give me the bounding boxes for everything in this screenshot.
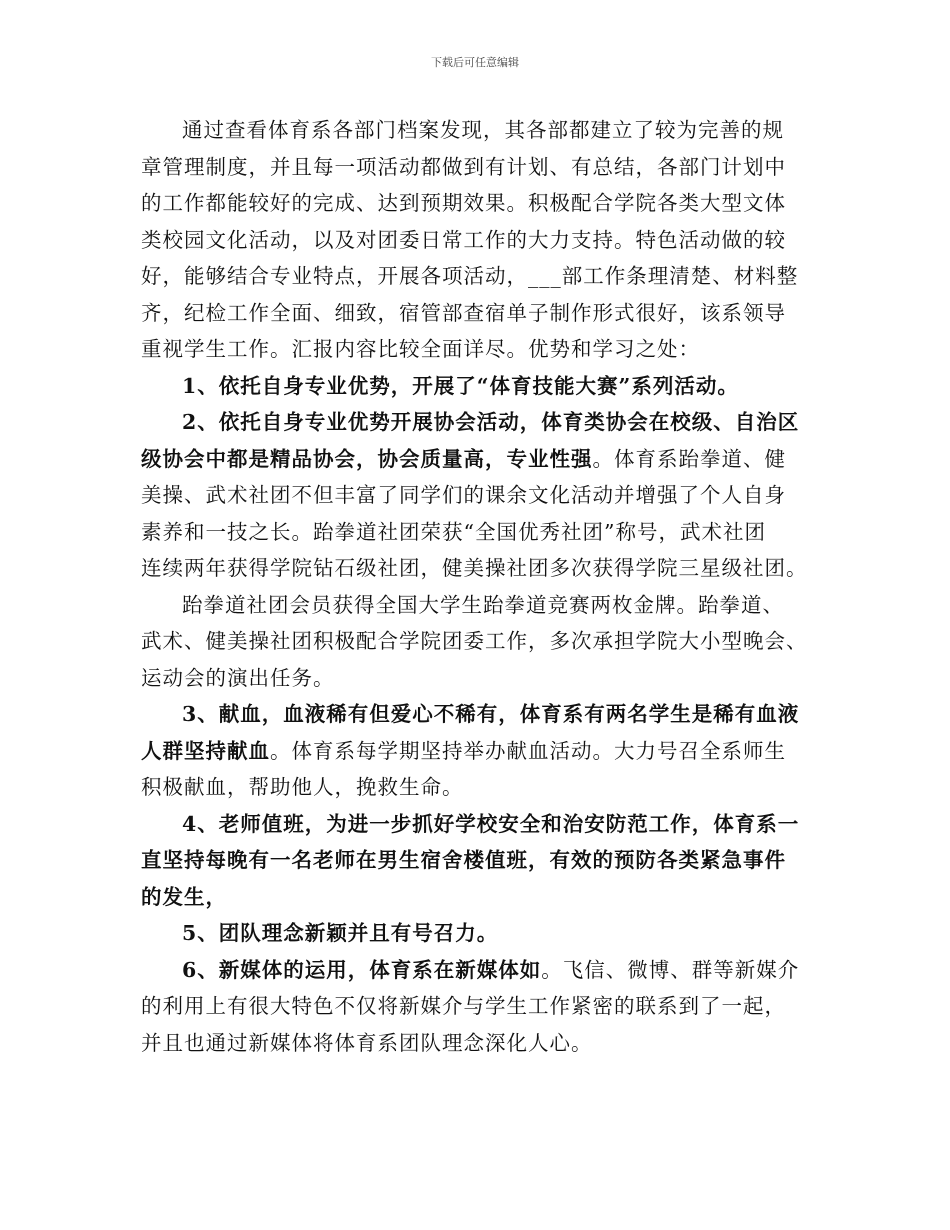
- item-4-heading: 4、老师值班，为进一步抓好学校安全和治安防范工作，体育系一: [182, 811, 800, 836]
- item-3-plain-text: 。体育系每学期坚持举办献血活动。大力号召全系师生: [270, 738, 786, 763]
- text-line: 跆拳道社团会员获得全国大学生跆拳道竞赛两枚金牌。跆拳道、: [182, 592, 784, 617]
- text-line: 的发生，: [141, 884, 227, 909]
- text-line: 的工作都能较好的完成、达到预期效果。积极配合学院各类大型文体: [141, 191, 786, 215]
- text-line: 素养和一技之长。跆拳道社团荣获“全国优秀社团”称号，武术社团: [141, 519, 766, 544]
- item-2-heading: 2、依托自身专业优势开展协会活动，体育类协会在校级、自治区: [182, 410, 800, 434]
- document-body: [141, 112, 831, 1061]
- text-line: 好，能够结合专业特点，开展各项活动，___部工作条理清楚、材料整: [141, 264, 799, 288]
- item-5-heading: 5、团队理念新颖并且有号召力。: [182, 921, 499, 945]
- item-3-heading: 3、献血，血液稀有但爱心不稀有，体育系有两名学生是稀有血液: [182, 702, 800, 726]
- text-line: 运动会的演出任务。: [141, 665, 335, 690]
- text-line: 积极献血，帮助他人，挽救生命。: [141, 775, 464, 799]
- item-2-plain-text: 。体育系跆拳道、健: [592, 446, 786, 471]
- text-line: [141, 952, 831, 989]
- text-line: 重视学生工作。汇报内容比较全面详尽。优势和学习之处：: [141, 337, 700, 361]
- text-line: 美操、武术社团不但丰富了同学们的课余文化活动并增强了个人自身: [141, 483, 786, 507]
- header-note: 下载后可任意编辑: [431, 56, 519, 69]
- text-line: 齐，纪检工作全面、细致，宿管部查宿单子制作形式很好，该系领导: [141, 300, 786, 325]
- text-line: 的利用上有很大特色不仅将新媒介与学生工作紧密的联系到了一起，: [141, 994, 786, 1018]
- text-line: 通过查看体育系各部门档案发现，其各部都建立了较为完善的规: [182, 118, 784, 142]
- item-2-bold-text: 级协会中都是精品协会，协会质量高，专业性强: [141, 446, 593, 471]
- item-6-plain-text: 。飞信、微博、群等新媒介: [541, 957, 800, 982]
- text-line: 直坚持每晚有一名老师在男生宿舍楼值班，有效的预防各类紧急事件: [141, 848, 786, 872]
- item-6-bold-text: 6、新媒体的运用，体育系在新媒体如: [182, 957, 542, 982]
- text-line: [141, 733, 831, 770]
- text-line: 连续两年获得学院钻石级社团，健美操社团多次获得学院三星级社团。: [141, 556, 808, 580]
- text-line: [141, 441, 831, 478]
- text-line: 武术、健美操社团积极配合学院团委工作，多次承担学院大小型晚会、: [141, 629, 808, 653]
- text-line: 并且也通过新媒体将体育系团队理念深化人心。: [141, 1030, 593, 1055]
- item-1-heading: 1、依托自身专业优势，开展了“体育技能大赛”系列活动。: [182, 373, 739, 398]
- text-line: 类校园文化活动，以及对团委日常工作的大力支持。特色活动做的较: [141, 227, 786, 252]
- text-line: 章管理制度，并且每一项活动都做到有计划、有总结，各部门计划中: [141, 154, 786, 179]
- item-3-bold-text: 人群坚持献血: [141, 738, 270, 763]
